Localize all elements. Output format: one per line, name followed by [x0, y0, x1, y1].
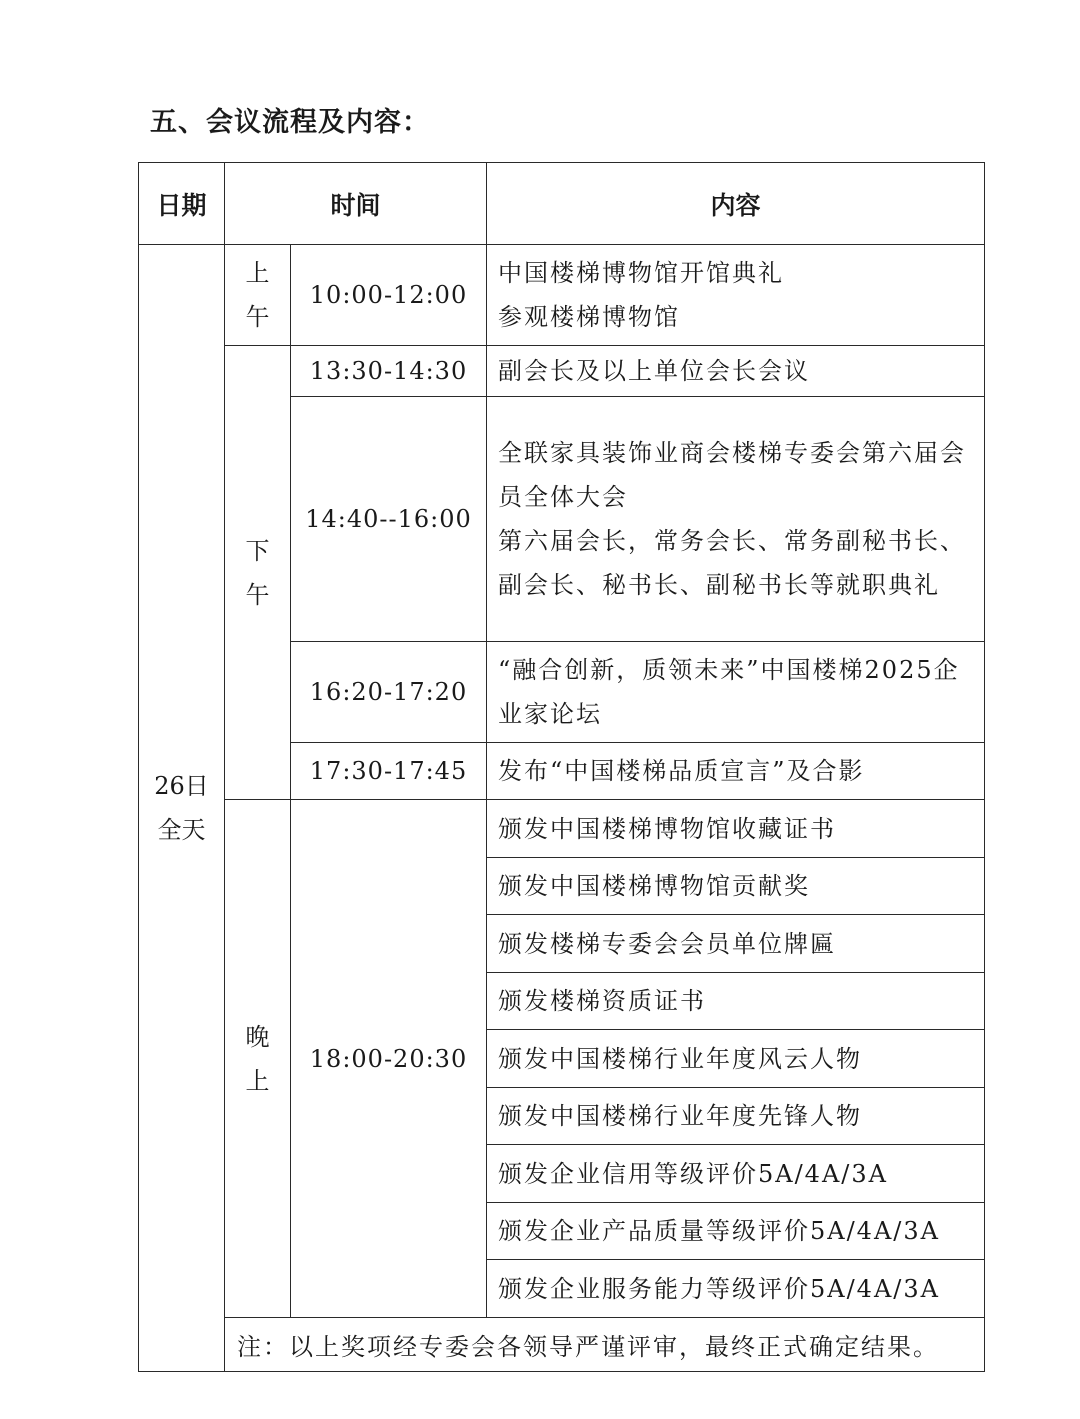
time-cell: 17:30-17:45	[291, 743, 487, 800]
time-cell: 14:40--16:00	[291, 397, 487, 642]
table-row	[139, 346, 985, 397]
content-cell	[487, 245, 985, 346]
content-cell: 颁发中国楼梯博物馆收藏证书	[487, 800, 985, 858]
content-line: 副会长及以上单位会长会议	[498, 357, 810, 385]
note-text: 注：以上奖项经专委会各领导严谨评审，最终正式确定结果。	[225, 1318, 985, 1372]
content-cell: 颁发楼梯专委会会员单位牌匾	[487, 915, 985, 973]
table-row	[139, 245, 985, 346]
content-cell	[487, 397, 985, 642]
schedule-table	[138, 162, 985, 1372]
time-cell: 10:00-12:00	[291, 245, 487, 346]
content-line: 中国楼梯博物馆开馆典礼	[498, 259, 784, 287]
content-cell: 颁发企业信用等级评价5A/4A/3A	[487, 1145, 985, 1203]
content-cell: 颁发中国楼梯博物馆贡献奖	[487, 858, 985, 915]
time-cell: 16:20-17:20	[291, 642, 487, 743]
table-row	[139, 800, 985, 858]
note-row	[139, 1318, 985, 1372]
time-cell-evening: 18:00-20:30	[291, 800, 487, 1318]
section-heading: 五、会议流程及内容：	[150, 107, 430, 138]
content-cell: 颁发楼梯资质证书	[487, 973, 985, 1030]
date-line-1: 26日	[154, 772, 209, 800]
content-line: 参观楼梯博物馆	[498, 303, 680, 331]
date-cell	[139, 245, 225, 1372]
time-cell: 13:30-14:30	[291, 346, 487, 397]
period-afternoon-label: 下午	[245, 536, 270, 609]
header-content: 内容	[487, 163, 985, 245]
content-line: 第六届会长，常务会长、常务副秘书长、副会长、秘书长、副秘书长等就职典礼	[498, 527, 966, 599]
content-cell: 颁发中国楼梯行业年度先锋人物	[487, 1088, 985, 1145]
period-morning	[225, 245, 291, 346]
date-line-2: 全天	[157, 816, 206, 844]
content-cell: 颁发企业产品质量等级评价5A/4A/3A	[487, 1203, 985, 1260]
content-cell	[487, 346, 985, 397]
content-cell	[487, 743, 985, 800]
content-line: “融合创新，质领未来”中国楼梯2025企业家论坛	[498, 656, 960, 728]
period-afternoon	[225, 346, 291, 800]
header-row	[139, 163, 985, 245]
period-morning-label: 上午	[245, 259, 270, 331]
header-time: 时间	[225, 163, 487, 245]
content-cell: 颁发中国楼梯行业年度风云人物	[487, 1030, 985, 1088]
content-line: 发布“中国楼梯品质宣言”及合影	[498, 757, 865, 785]
header-date: 日期	[139, 163, 225, 245]
content-line: 全联家具装饰业商会楼梯专委会第六届会员全体大会	[498, 439, 966, 511]
period-evening	[225, 800, 291, 1318]
period-evening-label: 晚上	[245, 1022, 270, 1095]
content-cell	[487, 642, 985, 743]
content-cell: 颁发企业服务能力等级评价5A/4A/3A	[487, 1260, 985, 1318]
